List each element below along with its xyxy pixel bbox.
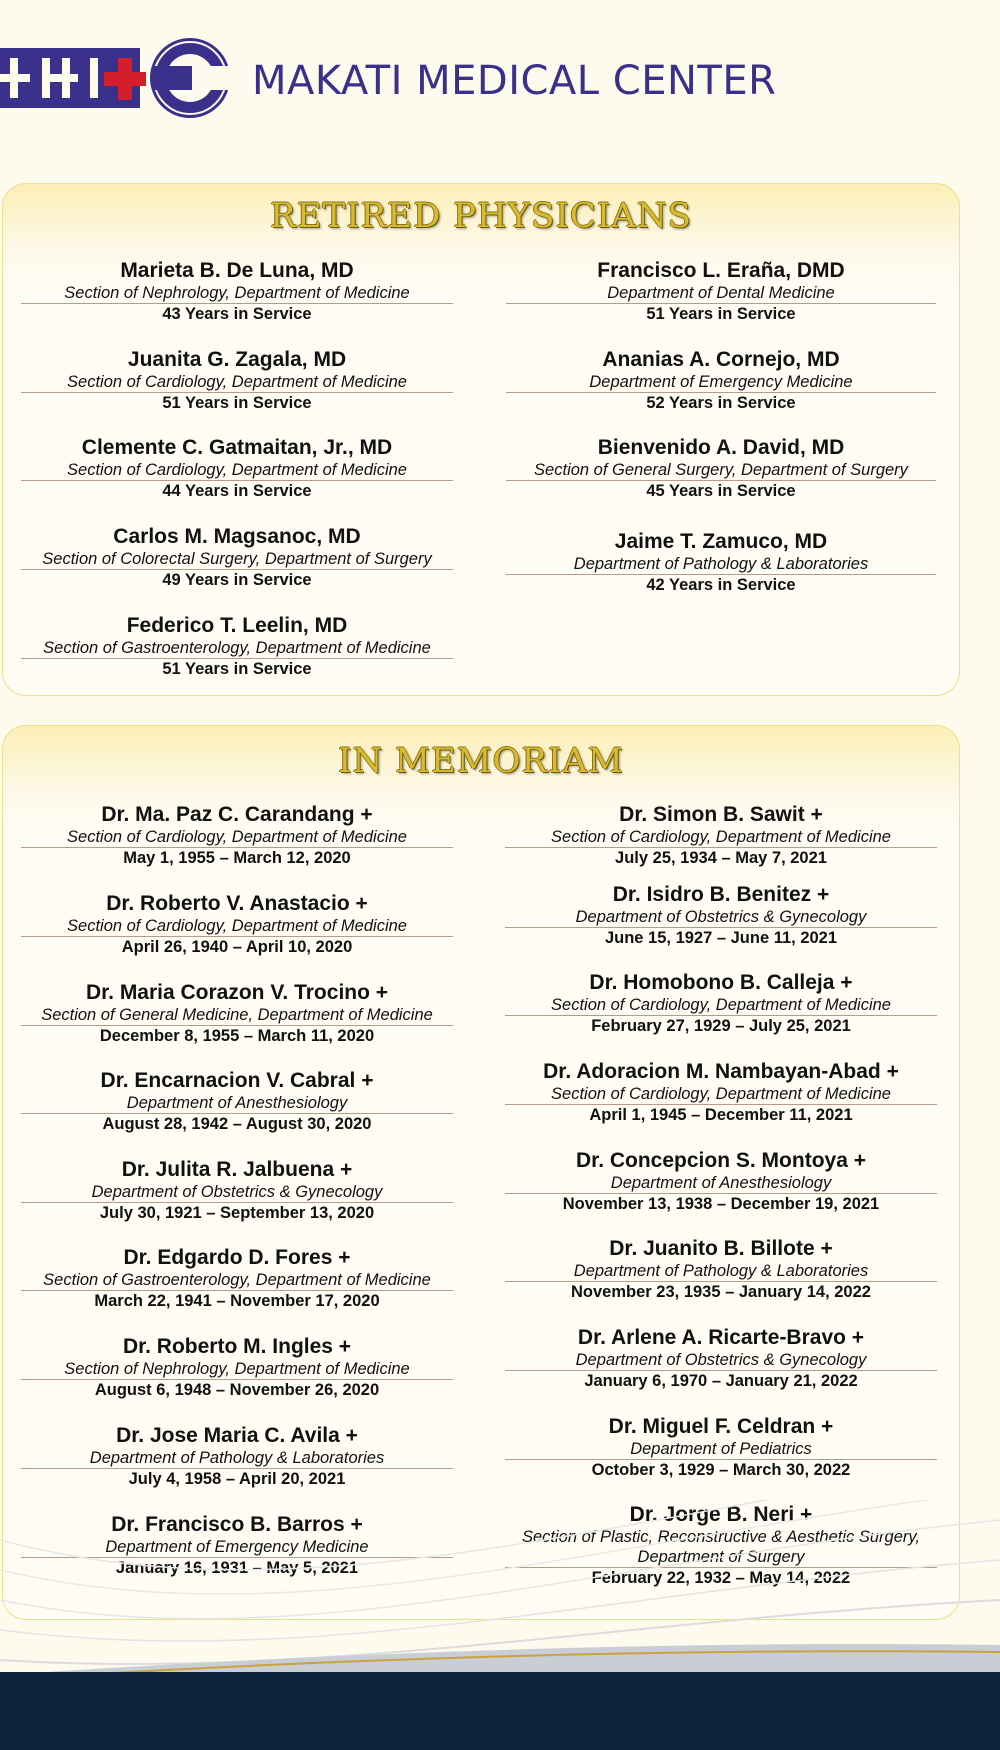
years-in-service: 43 Years in Service xyxy=(162,305,312,323)
physician-department: Section of General Surgery, Department of Surgery xyxy=(506,460,936,481)
retired-entry xyxy=(506,529,936,595)
physician-name: Federico T. Leelin, MD xyxy=(126,614,348,637)
life-dates: February 27, 1929 – July 25, 2021 xyxy=(591,1017,851,1035)
physician-name: Dr. Edgardo D. Fores + xyxy=(123,1246,351,1269)
physician-department: Section of Nephrology, Department of Medicine xyxy=(21,1359,453,1380)
physician-department: Section of Cardiology, Department of Medicine xyxy=(505,995,937,1016)
physician-department: Section of Plastic, Reconstructive & Aesthetic Surgery, Department of Surgery xyxy=(505,1527,937,1568)
retired-physicians-panel xyxy=(2,183,960,696)
physician-department: Section of Cardiology, Department of Medicine xyxy=(21,916,453,937)
life-dates: November 23, 1935 – January 14, 2022 xyxy=(571,1283,871,1301)
physician-department: Department of Anesthesiology xyxy=(505,1173,937,1194)
physician-name: Dr. Simon B. Sawit + xyxy=(619,803,823,826)
memoriam-entry xyxy=(505,802,937,868)
physician-name: Dr. Jorge B. Neri + xyxy=(629,1503,813,1526)
physician-name: Marieta B. De Luna, MD xyxy=(120,259,354,282)
physician-department: Department of Pediatrics xyxy=(505,1439,937,1460)
physician-name: Dr. Maria Corazon V. Trocino + xyxy=(85,981,389,1004)
memoriam-entry xyxy=(505,1148,937,1214)
physician-department: Department of Obstetrics & Gynecology xyxy=(505,1350,937,1371)
physician-name: Ananias A. Cornejo, MD xyxy=(602,348,840,371)
life-dates: October 3, 1929 – March 30, 2022 xyxy=(591,1461,851,1479)
memoriam-entry xyxy=(505,882,937,948)
life-dates: August 6, 1948 – November 26, 2020 xyxy=(94,1381,380,1399)
mmc-cross-logo-icon xyxy=(0,36,240,120)
years-in-service: 45 Years in Service xyxy=(646,482,796,500)
life-dates: April 26, 1940 – April 10, 2020 xyxy=(121,938,353,956)
physician-name: Dr. Concepcion S. Montoya + xyxy=(576,1149,866,1172)
memoriam-entry xyxy=(21,891,453,957)
retired-entry xyxy=(506,258,936,324)
years-in-service: 52 Years in Service xyxy=(646,394,796,412)
physician-department: Department of Obstetrics & Gynecology xyxy=(21,1182,453,1203)
life-dates: January 6, 1970 – January 21, 2022 xyxy=(584,1372,858,1390)
physician-department: Section of Colorectal Surgery, Department of Surgery xyxy=(21,549,453,570)
life-dates: August 28, 1942 – August 30, 2020 xyxy=(102,1115,372,1133)
retired-entry xyxy=(21,347,453,413)
life-dates: July 30, 1921 – September 13, 2020 xyxy=(99,1204,375,1222)
physician-name: Dr. Miguel F. Celdran + xyxy=(608,1415,834,1438)
in-memoriam-panel xyxy=(2,725,960,1620)
physician-name: Dr. Julita R. Jalbuena + xyxy=(121,1158,353,1181)
physician-name: Dr. Arlene A. Ricarte-Bravo + xyxy=(577,1326,865,1349)
physician-name: Bienvenido A. David, MD xyxy=(597,436,845,459)
physician-name: Dr. Juanito B. Billote + xyxy=(609,1237,833,1260)
physician-name: Juanita G. Zagala, MD xyxy=(127,348,347,371)
brand-name: MAKATI MEDICAL CENTER xyxy=(252,58,777,104)
memoriam-entry xyxy=(21,802,453,868)
physician-name: Jaime T. Zamuco, MD xyxy=(614,530,828,553)
physician-department: Department of Pathology & Laboratories xyxy=(506,554,936,575)
memoriam-entry xyxy=(21,1068,453,1134)
retired-entry xyxy=(21,524,453,590)
physician-name: Carlos M. Magsanoc, MD xyxy=(113,525,361,548)
physician-department: Department of Anesthesiology xyxy=(21,1093,453,1114)
memoriam-entry xyxy=(21,1334,453,1400)
physician-name: Dr. Francisco B. Barros + xyxy=(111,1513,363,1536)
life-dates: May 1, 1955 – March 12, 2020 xyxy=(123,849,351,867)
physician-department: Section of Nephrology, Department of Medicine xyxy=(21,283,453,304)
retired-entry xyxy=(21,613,453,679)
physician-name: Dr. Roberto M. Ingles + xyxy=(122,1335,352,1358)
memoriam-entry xyxy=(505,970,937,1036)
retired-entry xyxy=(506,435,936,501)
life-dates: July 25, 1934 – May 7, 2021 xyxy=(615,849,827,867)
retired-entry xyxy=(21,435,453,501)
footer-band xyxy=(0,1672,1000,1750)
memoriam-entry xyxy=(21,980,453,1046)
physician-name: Dr. Encarnacion V. Cabral + xyxy=(100,1069,374,1092)
memoriam-entry xyxy=(505,1325,937,1391)
life-dates: January 16, 1931 – May 5, 2021 xyxy=(115,1559,359,1577)
life-dates: November 13, 1938 – December 19, 2021 xyxy=(562,1195,880,1213)
years-in-service: 42 Years in Service xyxy=(646,576,796,594)
life-dates: February 22, 1932 – May 14, 2022 xyxy=(591,1569,851,1587)
years-in-service: 51 Years in Service xyxy=(162,660,312,678)
life-dates: July 4, 1958 – April 20, 2021 xyxy=(128,1470,346,1488)
physician-department: Section of Cardiology, Department of Medicine xyxy=(505,827,937,848)
life-dates: June 15, 1927 – June 11, 2021 xyxy=(604,929,838,947)
page-header xyxy=(0,32,1000,122)
years-in-service: 44 Years in Service xyxy=(162,482,312,500)
retired-entry xyxy=(506,347,936,413)
physician-department: Section of Gastroenterology, Department of Medicine xyxy=(21,1270,453,1291)
memoriam-entry xyxy=(505,1236,937,1302)
life-dates: December 8, 1955 – March 11, 2020 xyxy=(99,1027,375,1045)
years-in-service: 51 Years in Service xyxy=(162,394,312,412)
in-memoriam-title: IN MEMORIAM xyxy=(338,741,624,781)
physician-department: Section of Cardiology, Department of Medicine xyxy=(505,1084,937,1105)
years-in-service: 49 Years in Service xyxy=(162,571,312,589)
memoriam-entry xyxy=(21,1423,453,1489)
physician-department: Section of Cardiology, Department of Medicine xyxy=(21,827,453,848)
memoriam-entry xyxy=(505,1059,937,1125)
physician-name: Francisco L. Eraña, DMD xyxy=(597,259,845,282)
physician-department: Department of Pathology & Laboratories xyxy=(505,1261,937,1282)
life-dates: March 22, 1941 – November 17, 2020 xyxy=(94,1292,380,1310)
physician-name: Dr. Roberto V. Anastacio + xyxy=(106,892,368,915)
physician-name: Dr. Isidro B. Benitez + xyxy=(612,883,830,906)
physician-department: Department of Dental Medicine xyxy=(506,283,936,304)
memoriam-entry xyxy=(21,1157,453,1223)
physician-department: Department of Emergency Medicine xyxy=(21,1537,453,1558)
memoriam-entry xyxy=(21,1245,453,1311)
physician-department: Section of Gastroenterology, Department of Medicine xyxy=(21,638,453,659)
retired-physicians-title: RETIRED PHYSICIANS xyxy=(270,196,692,236)
physician-name: Dr. Ma. Paz C. Carandang + xyxy=(101,803,373,826)
physician-name: Dr. Jose Maria C. Avila + xyxy=(116,1424,358,1447)
physician-name: Dr. Homobono B. Calleja + xyxy=(589,971,853,994)
physician-name: Dr. Adoracion M. Nambayan-Abad + xyxy=(543,1060,899,1083)
retired-entry xyxy=(21,258,453,324)
years-in-service: 51 Years in Service xyxy=(646,305,796,323)
physician-department: Department of Pathology & Laboratories xyxy=(21,1448,453,1469)
physician-name: Clemente C. Gatmaitan, Jr., MD xyxy=(81,436,393,459)
physician-department: Department of Obstetrics & Gynecology xyxy=(505,907,937,928)
physician-department: Section of Cardiology, Department of Medicine xyxy=(21,372,453,393)
life-dates: April 1, 1945 – December 11, 2021 xyxy=(589,1106,853,1124)
physician-department: Department of Emergency Medicine xyxy=(506,372,936,393)
physician-department: Section of Cardiology, Department of Medicine xyxy=(21,460,453,481)
memoriam-entry xyxy=(505,1414,937,1480)
physician-department: Section of General Medicine, Department of Medicine xyxy=(21,1005,453,1026)
